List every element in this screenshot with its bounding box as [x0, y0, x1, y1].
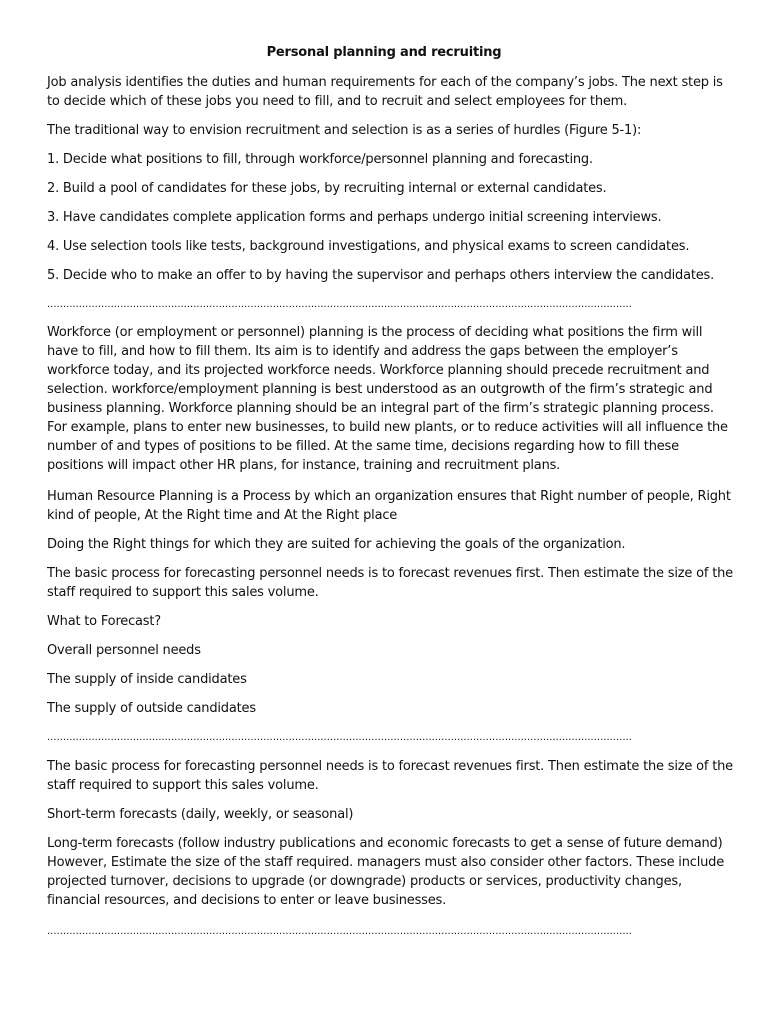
step-2: 2. Build a pool of candidates for these jobs, by recruiting internal or external candidates. [47, 181, 607, 196]
intro-line: Job analysis identifies the duties and human requirements for each of the company’s jobs. The next step is [47, 75, 723, 90]
dotted-divider: ........................................................................................................................................................................................ [47, 926, 632, 937]
hurdles-intro: The traditional way to envision recruitment and selection is as a series of hurdles (Figure 5-1): [47, 123, 642, 138]
forecast-process-line: The basic process for forecasting personnel needs is to forecast revenues first. Then estimate the size of the [47, 566, 733, 581]
long-term-line: Long-term forecasts (follow industry publications and economic forecasts to get a sense of future demand) [47, 836, 723, 851]
forecast-process-line: staff required to support this sales volume. [47, 778, 319, 793]
workforce-line: number of and types of positions to be filled. At the same time, decisions regarding how to fill these [47, 439, 679, 454]
workforce-line: For example, plans to enter new businesses, to build new plants, or to reduce activities will all influence the [47, 420, 728, 435]
doing-right-line: Doing the Right things for which they are suited for achieving the goals of the organization. [47, 537, 626, 552]
dotted-divider: ........................................................................................................................................................................................ [47, 299, 632, 310]
long-term-line: financial resources, and decisions to enter or leave businesses. [47, 893, 447, 908]
workforce-line: Workforce (or employment or personnel) planning is the process of deciding what positions the firm will [47, 325, 703, 340]
step-1: 1. Decide what positions to fill, through workforce/personnel planning and forecasting. [47, 152, 593, 167]
intro-line: to decide which of these jobs you need to fill, and to recruit and select employees for them. [47, 94, 628, 109]
hrp-line: Human Resource Planning is a Process by which an organization ensures that Right number of people, Right [47, 489, 731, 504]
dotted-divider: ........................................................................................................................................................................................ [47, 732, 632, 743]
forecast-process-line: staff required to support this sales volume. [47, 585, 319, 600]
step-3: 3. Have candidates complete application forms and perhaps undergo initial screening interviews. [47, 210, 662, 225]
short-term-forecasts: Short-term forecasts (daily, weekly, or seasonal) [47, 807, 354, 822]
page-title: Personal planning and recruiting [266, 45, 502, 60]
workforce-line: business planning. Workforce planning should be an integral part of the firm’s strategic planning process. [47, 401, 714, 416]
overall-needs: Overall personnel needs [47, 643, 201, 658]
inside-supply: The supply of inside candidates [47, 672, 247, 687]
hrp-line: kind of people, At the Right time and At the Right place [47, 508, 398, 523]
long-term-line: However, Estimate the size of the staff required. managers must also consider other factors. These include [47, 855, 725, 870]
workforce-line: positions will impact other HR plans, for instance, training and recruitment plans. [47, 458, 561, 473]
forecast-process-line: The basic process for forecasting personnel needs is to forecast revenues first. Then estimate the size of the [47, 759, 733, 774]
workforce-line: workforce today, and its projected workforce needs. Workforce planning should precede recruitment and [47, 363, 710, 378]
workforce-line: have to fill, and how to fill them. Its aim is to identify and address the gaps between the employer’s [47, 344, 678, 359]
long-term-line: projected turnover, decisions to upgrade (or downgrade) products or services, productivity changes, [47, 874, 682, 889]
outside-supply: The supply of outside candidates [47, 701, 256, 716]
what-to-forecast: What to Forecast? [47, 614, 161, 629]
step-4: 4. Use selection tools like tests, background investigations, and physical exams to screen candidates. [47, 239, 690, 254]
workforce-line: selection. workforce/employment planning is best understood as an outgrowth of the firm’s strategic and [47, 382, 713, 397]
step-5: 5. Decide who to make an offer to by having the supervisor and perhaps others interview the candidates. [47, 268, 715, 283]
